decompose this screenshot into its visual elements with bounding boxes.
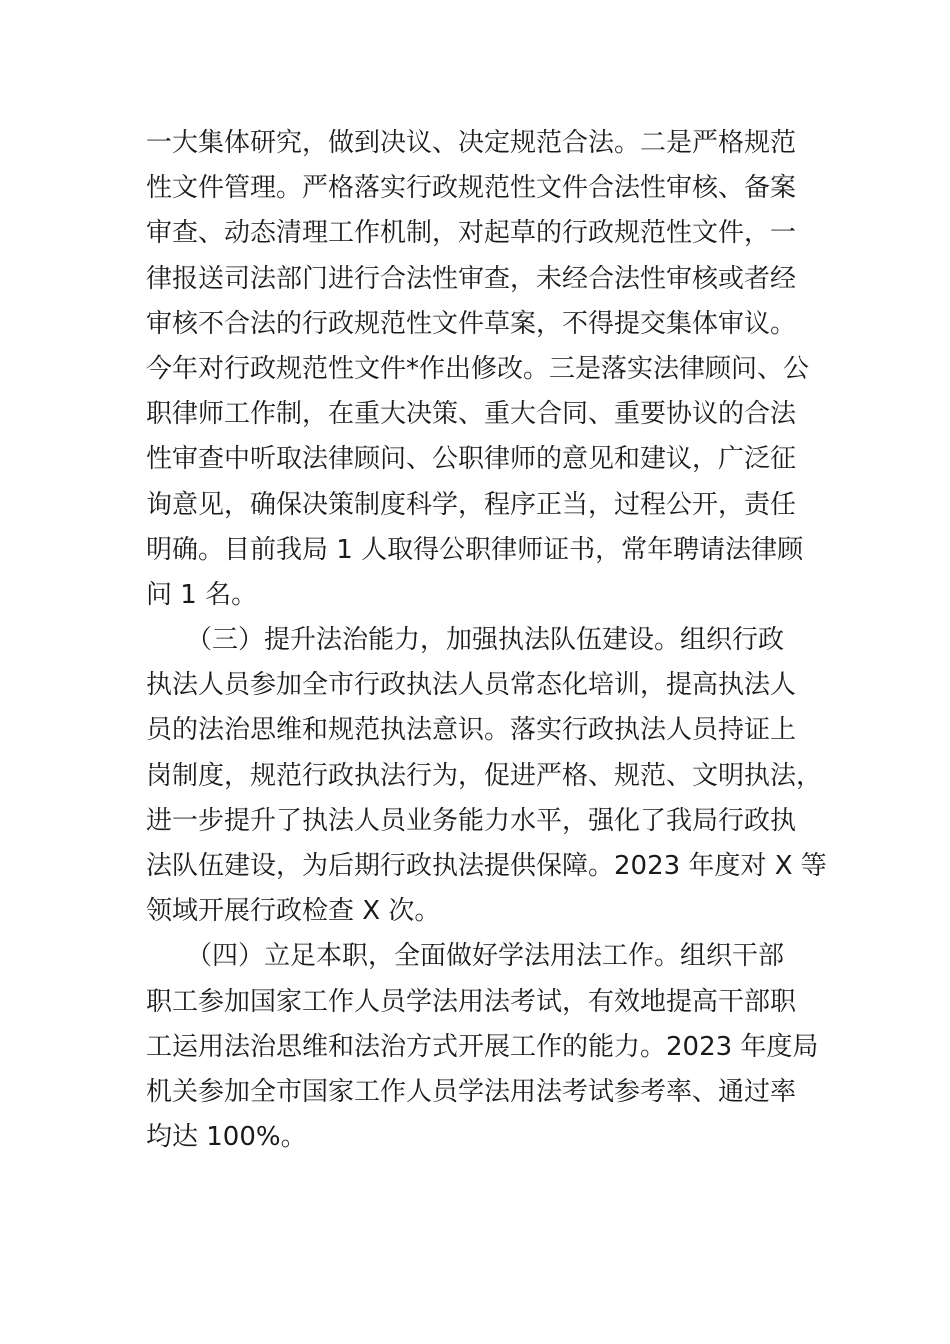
text-line: 审查、动态清理工作机制，对起草的行政规范性文件，一 — [146, 218, 797, 249]
text-line: 性审查中听取法律顾问、公职律师的意见和建议，广泛征 — [146, 444, 797, 475]
text-line: 律报送司法部门进行合法性审查，未经合法性审核或者经 — [146, 263, 797, 294]
text-line: 均达 100%。 — [146, 1122, 307, 1153]
text-line: 明确。目前我局 1 人取得公职律师证书，常年聘请法律顾 — [146, 534, 804, 565]
text-line: 性文件管理。严格落实行政规范性文件合法性审核、备案 — [146, 173, 797, 204]
text-line: 审核不合法的行政规范性文件草案，不得提交集体审议。 — [146, 308, 797, 339]
text-line: 职律师工作制，在重大决策、重大合同、重要协议的合法 — [146, 399, 797, 430]
text-line: 领域开展行政检查 X 次。 — [146, 896, 441, 927]
text-line: 问 1 名。 — [146, 579, 258, 610]
text-line: 岗制度，规范行政执法行为，促进严格、规范、文明执法， — [146, 760, 823, 791]
text-line: 法队伍建设，为后期行政执法提供保障。2023 年度对 X 等 — [146, 851, 827, 881]
text-line: 今年对行政规范性文件*作出修改。三是落实法律顾问、公 — [146, 353, 810, 384]
text-line: （三）提升法治能力，加强执法队伍建设。组织行政 — [186, 625, 785, 656]
text-line: 执法人员参加全市行政执法人员常态化培训，提高执法人 — [146, 670, 797, 701]
text-line: 一大集体研究，做到决议、决定规范合法。二是严格规范 — [146, 128, 797, 158]
text-line: 职工参加国家工作人员学法用法考试，有效地提高干部职 — [146, 986, 797, 1017]
text-line: 机关参加全市国家工作人员学法用法考试参考率、通过率 — [146, 1076, 797, 1107]
text-line: 询意见，确保决策制度科学，程序正当，过程公开，责任 — [146, 489, 797, 520]
document-body — [146, 121, 826, 1160]
text-line: 工运用法治思维和法治方式开展工作的能力。2023 年度局 — [146, 1031, 819, 1062]
text-line: 进一步提升了执法人员业务能力水平，强化了我局行政执 — [146, 805, 797, 836]
text-line: （四）立足本职，全面做好学法用法工作。组织干部 — [186, 941, 785, 972]
text-line: 员的法治思维和规范执法意识。落实行政执法人员持证上 — [146, 715, 797, 746]
